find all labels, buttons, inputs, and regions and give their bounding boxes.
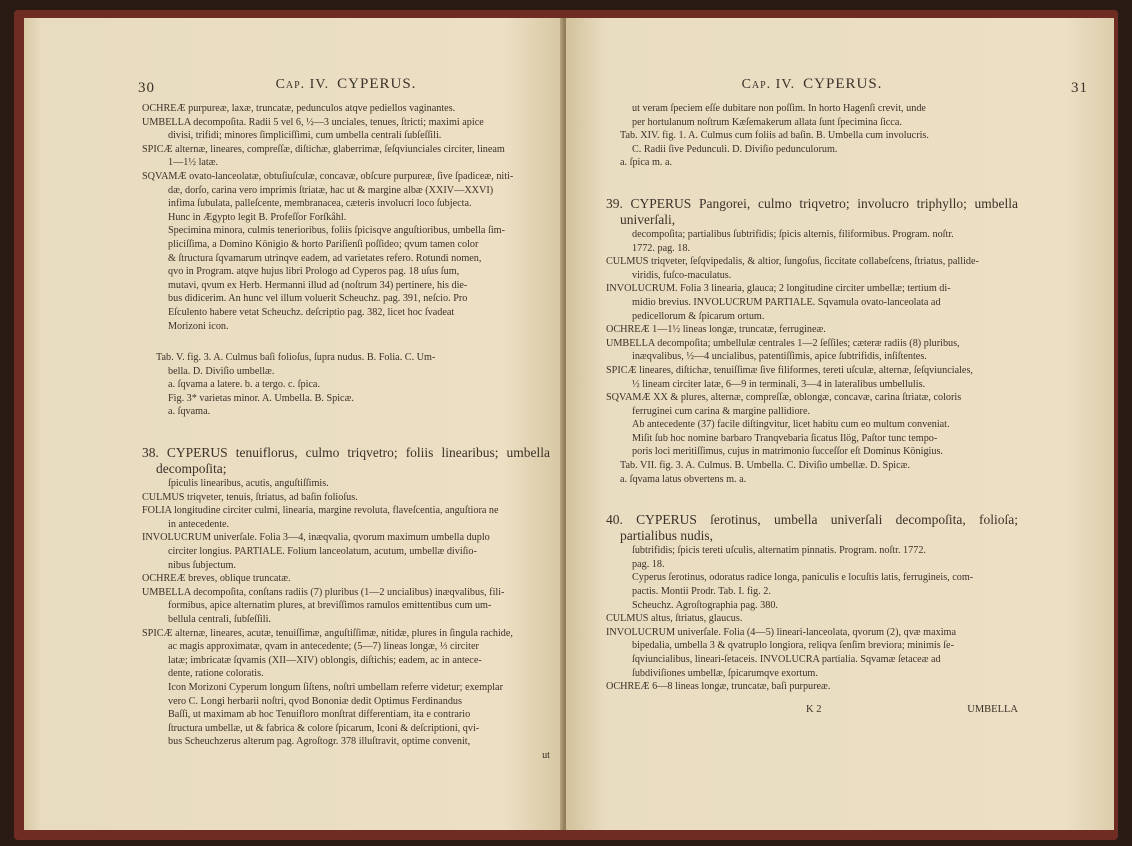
left-text-line: & ſtructura ſqvamarum utrinqve eadem, ad varietates refero. Rotundi nomen,: [168, 252, 482, 264]
left-text-line: qvo in Program. atqve hujus libri Prologo ad Cyperos pag. 18 uſus ſum,: [168, 266, 460, 278]
right-text-line: 40. CYPERUS ſerotinus, umbella univerſali decompoſita, folioſa; partialibus nudis,: [606, 512, 1018, 544]
right-text-line: OCHREÆ 6—8 lineas longæ, truncatæ, baſi purpureæ.: [606, 681, 831, 693]
right-text-line: Tab. XIV. fig. 1. A. Culmus cum foliis ad baſin. B. Umbella cum involucris.: [620, 130, 929, 142]
right-text-line: Scheuchz. Agroſtographia pag. 380.: [632, 599, 778, 611]
left-text-line: mutavi, qvum ex Herb. Hermanni illud ad (noſtrum 34) pertinere, his die-: [168, 279, 468, 291]
left-text-line: ac magis approximatæ, qvam in antecedente; (5—7) lineas longæ, ⅓ circiter: [168, 641, 479, 653]
left-text-line: nibus ſubjectum.: [168, 559, 236, 571]
right-text-line: pedicellorum & ſpicarum ortum.: [632, 310, 765, 322]
right-text-line: Miſit ſub hoc nomine barbaro Tranqvebaria ſicatus Ilög, Paſtor tunc tempo-: [632, 432, 938, 444]
right-text-line: ferruginei cum carina & margine pallidiore.: [632, 405, 811, 417]
left-text-line: a. ſqvama a latere. b. a tergo. c. ſpica.: [168, 379, 320, 391]
left-text-line: Icon Morizoni Cyperum longum ſiſtens, noſtri umbellam referre videtur; exemplar: [168, 681, 503, 693]
left-text-line: Fig. 3* varietas minor. A. Umbella. B. Spicæ.: [168, 392, 354, 404]
left-running-title: Cap. IV. CYPERUS.: [275, 76, 417, 92]
left-text-line: Eſculento habere vetat Scheuchz. deſcriptio pag. 382, licet hoc ſvadeat: [168, 306, 455, 318]
left-text-line: divisi, trifidi; minores ſimpliciſſimi, cum umbella centrali ſubſeſſili.: [168, 130, 442, 142]
left-text-line: dæ, dorſo, carina vero imprimis ſtriatæ, hac ut & margine albæ (XXIV—XXVI): [168, 184, 494, 196]
right-page: [566, 18, 1114, 830]
right-text-line: INVOLUCRUM univerſale. Folia (4—5) lineari-lanceolata, qvorum (2), qvæ maxima: [606, 626, 956, 638]
left-text-line: ut: [542, 749, 550, 761]
left-text-line: 38. CYPERUS tenuiflorus, culmo triqvetro; foliis linearibus; umbella decompoſita;: [142, 445, 550, 477]
right-text-line: ½ lineam circiter latæ, 6—9 in terminali, 3—4 in lateralibus umbellulis.: [632, 378, 926, 390]
right-text-line: 1772. pag. 18.: [632, 242, 691, 254]
left-text-line: Tab. V. fig. 3. A. Culmus baſi folioſus, ſupra nudus. B. Folia. C. Um-: [156, 352, 436, 364]
left-page: [24, 18, 564, 830]
right-text-line: poris loci meritiſſimus, cujus in matrimonio ſucceſſor eſt Dominus Königius.: [632, 446, 943, 458]
left-text-line: INVOLUCRUM univerſale. Folia 3—4, inæqvalia, qvorum maximum umbella duplo: [142, 532, 490, 544]
left-text-line: Specimina minora, culmis tenerioribus, foliis ſpicisqve anguſtioribus, umbella ſim-: [168, 225, 505, 237]
left-text-line: OCHREÆ breves, oblique truncatæ.: [142, 573, 291, 585]
left-text-line: Baſſi, ut maximam ab hoc Tenuifloro monſtrat differentiam, ita e contrario: [168, 709, 471, 721]
right-running-title: Cap. IV. CYPERUS.: [741, 76, 883, 92]
right-text-line: a. ſpica m. a.: [620, 157, 673, 169]
right-text-line: pactis. Montii Prodr. Tab. I. fig. 2.: [632, 586, 771, 598]
left-text-line: bellula centrali, ſubſeſſili.: [168, 614, 271, 625]
left-page-body: [142, 102, 550, 763]
right-text-line: viridis, fuſco-maculatus.: [632, 269, 732, 281]
right-text-line: a. ſqvama latus obvertens m. a.: [620, 473, 747, 485]
right-text-line: CULMUS triqveter, ſeſqvipedalis, & altior, ſungoſus, ſiccitate collabeſcens, ſtriatus, pallide-: [606, 256, 979, 268]
left-text-line: a. ſqvama.: [168, 406, 211, 418]
right-text-line: per hortulanum noſtrum Kæſemakerum allata ſunt ſpecimina ſicca.: [632, 116, 902, 128]
signature-mark: K 2: [806, 703, 822, 715]
right-page-number: 31: [1071, 80, 1088, 96]
right-text-line: INVOLUCRUM. Folia 3 linearia, glauca; 2 longitudine circiter umbellæ; tertium di-: [606, 283, 951, 295]
right-page-header: [606, 76, 1088, 102]
right-text-line: decompoſita; partialibus ſubtrifidis; ſpicis alternis, filiformibus. Program. noſtr.: [632, 228, 954, 240]
right-text-line: bipedalia, umbella 3 & qvatruplo longiora, reliqva ſenſim breviora; minimis ſe-: [632, 640, 954, 652]
left-text-line: Morizoni icon.: [168, 320, 229, 332]
left-text-line: CULMUS triqveter, tenuis, ſtriatus, ad baſin folioſus.: [142, 491, 358, 503]
left-text-line: ſtructura umbellæ, ut & fabrica & colore ſpicarum, Iconi & deſcriptioni, qvi-: [168, 722, 480, 734]
left-text-line: dente, ratione coloratis.: [168, 668, 264, 680]
page-footer: [606, 704, 1018, 715]
right-text-line: ſqviuncialibus, lineari-ſetaceis. INVOLUCRA partialia. Sqvamæ ſetaceæ ad: [632, 654, 941, 665]
left-text-line: pliciſſima, a Domino Königio & horto Pariſienſi poſſideo; qvum tamen color: [168, 238, 479, 250]
left-text-line: FOLIA longitudine circiter culmi, linearia, margine revoluta, flaveſcentia, anguſtiora ne: [142, 505, 499, 517]
left-text-line: circiter longius. PARTIALE. Folium lanceolatum, acutum, umbellæ diviſio-: [168, 546, 477, 558]
catchword: UMBELLA: [967, 703, 1018, 715]
left-text-line: OCHREÆ purpureæ, laxæ, truncatæ, pedunculos atqve pediellos vaginantes.: [142, 103, 456, 114]
right-text-line: inæqvalibus, ½—4 uncialibus, patentiſſimis, apice ſubtrifidis, inſiſtentes.: [632, 351, 927, 363]
right-text-line: Cyperus ſerotinus, odoratus radice longa, paniculis e locuſtis latis, ferrugineis, com-: [632, 572, 974, 584]
left-text-line: vero C. Longi herbarii noſtri, qvod Bononiæ dedit Optimus Ferdinandus: [168, 695, 462, 707]
right-text-line: Tab. VII. fig. 3. A. Culmus. B. Umbella. C. Diviſio umbellæ. D. Spicæ.: [620, 460, 911, 472]
left-text-line: SPICÆ alternæ, lineares, compreſſæ, diſtichæ, glaberrimæ, ſeſqviunciales circiter, lineam: [142, 143, 505, 155]
right-text-line: SPICÆ lineares, diſtichæ, tenuiſſimæ ſive filiformes, tereti uſculæ, alternæ, ſeſqviunciales,: [606, 364, 973, 376]
right-text-line: CULMUS altus, ſtriatus, glaucus.: [606, 613, 743, 625]
left-text-line: infima ſubulata, palleſcente, membranacea, cæteris involucri loco ſubjecta.: [168, 198, 472, 210]
right-text-line: midio brevius. INVOLUCRUM PARTIALE. Sqvamula ovato-lanceolata ad: [632, 296, 941, 308]
left-text-line: formibus, apice alternatim plures, at breviſſimos ramulos emittentibus cum um-: [168, 600, 492, 612]
left-text-line: ſpiculis linearibus, acutis, anguſtiſſimis.: [168, 478, 329, 490]
right-text-line: UMBELLA decompoſita; umbellulæ centrales 1—2 ſeſſiles; cæteræ radiis (8) pluribus,: [606, 337, 960, 349]
right-text-line: ut veram ſpeciem eſſe dubitare non poſſim. In horto Hagenſi crevit, unde: [632, 103, 926, 114]
left-text-line: 1—1½ latæ.: [168, 157, 219, 169]
left-text-line: latæ; imbricatæ ſqvamis (XII—XIV) oblongis, diſtichis; eadem, ac in antece-: [168, 654, 482, 666]
right-text-line: 39. CYPERUS Pangorei, culmo triqvetro; involucro triphyllo; umbella univerſali,: [606, 195, 1018, 227]
left-text-line: SQVAMÆ ovato-lanceolatæ, obtuſiuſculæ, concavæ, obſcure purpureæ, ſive ſpadiceæ, niti-: [142, 170, 514, 182]
left-text-line: in antecedente.: [168, 518, 230, 530]
left-text-line: UMBELLA decompoſita. Radii 5 vel 6, ½—3 unciales, tenues, ſtricti; maximi apice: [142, 116, 484, 128]
left-text-line: bella. D. Diviſio umbellæ.: [168, 365, 275, 377]
left-text-line: SPICÆ alternæ, lineares, acutæ, tenuiſſimæ, anguſtiſſimæ, nitidæ, plures in ſingula rachide,: [142, 627, 513, 639]
left-text-line: bus Scheuchzerus alterum pag. Agroſtogr. 378 illuſtravit, optime convenit,: [168, 736, 471, 748]
right-text-line: Ab antecedente (37) facile diſtingvitur, licet habitu cum eo multum conveniat.: [632, 419, 950, 431]
right-text-line: pag. 18.: [632, 558, 665, 570]
right-text-line: ſubdiviſiones umbellæ, ſpicarumqve exortum.: [632, 667, 818, 679]
left-page-header: [138, 76, 550, 102]
right-page-body: [606, 102, 1018, 694]
right-text-line: C. Radii ſive Pedunculi. D. Diviſio pedunculorum.: [632, 143, 838, 155]
left-text-line: Hunc in Ægypto legit B. Profeſſor Forſkåhl.: [168, 211, 347, 223]
left-text-line: UMBELLA decompoſita, conſtans radiis (7) pluribus (1—2 uncialibus) inæqvalibus, fili-: [142, 586, 505, 598]
left-page-number: 30: [138, 80, 155, 96]
right-text-line: SQVAMÆ XX & plures, alternæ, compreſſæ, oblongæ, concavæ, carina ſtriatæ, coloris: [606, 392, 962, 404]
right-text-line: OCHREÆ 1—1½ lineas longæ, truncatæ, ferrugineæ.: [606, 324, 826, 336]
left-text-line: bus didicerim. An hunc vel illum voluerit Scheuchz. pag. 391, neſcio. Pro: [168, 293, 468, 305]
right-text-line: ſubtrifidis; ſpicis tereti uſculis, alternatim pinnatis. Program. noſtr. 1772.: [632, 545, 926, 557]
